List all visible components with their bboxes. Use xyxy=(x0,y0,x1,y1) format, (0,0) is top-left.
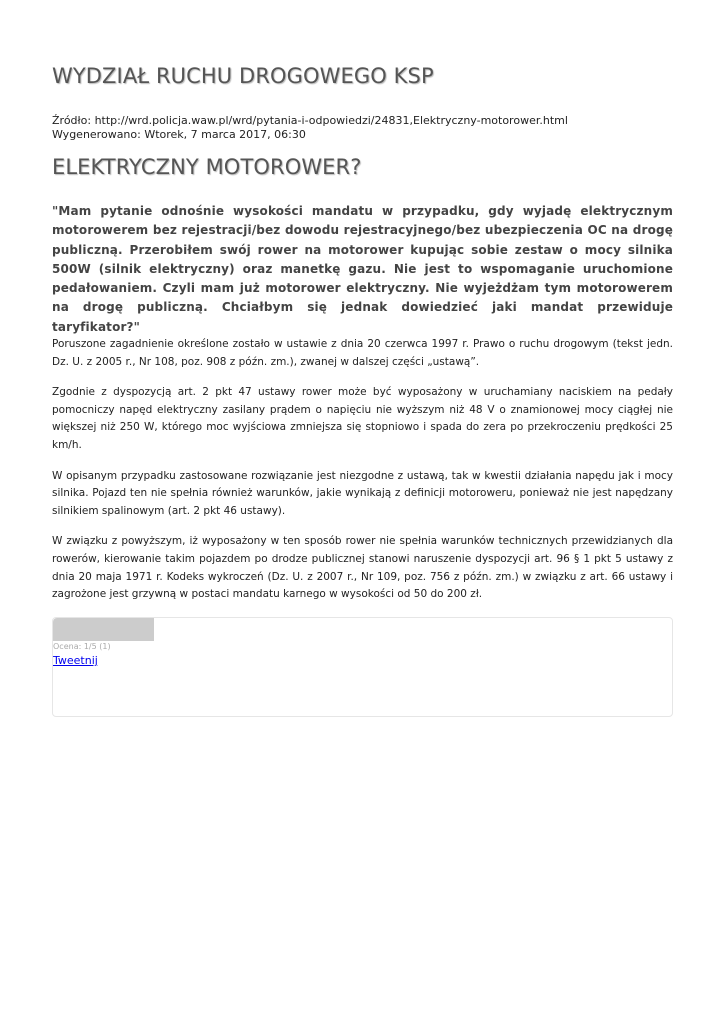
site-title: WYDZIAŁ RUCHU DROGOWEGO KSP xyxy=(52,64,434,88)
paragraph: Zgodnie z dyspozycją art. 2 pkt 47 ustawy rower może być wyposażony w uruchamiany naciskiem na pedały pomocniczy napęd elektryczny zasilany prądem o napięciu nie wyższym niż 48 V o znamionowej mocy ciągłej nie większej niż 250 W, którego moc wyjściowa zmniejsza się stopniowo i spada do zera po przekroczeniu prędkości 25 km/h. xyxy=(52,386,673,451)
rating-label: Ocena: 1/5 (1) xyxy=(53,642,111,651)
source-line: Źródło: http://wrd.policja.waw.pl/wrd/pytania-i-odpowiedzi/24831,Elektryczny-motorower.html xyxy=(52,114,568,127)
rating-box xyxy=(52,617,673,717)
generated-line: Wygenerowano: Wtorek, 7 marca 2017, 06:30 xyxy=(52,128,306,141)
question-text: "Mam pytanie odnośnie wysokości mandatu w przypadku, gdy wyjadę elektrycznym motorowerem bez rejestracji/bez dowodu rejestracyjnego/bez ubezpieczenia OC na drogę publiczną. Przerobiłem swój rower na motorower kupując sobie zestaw o mocy silnika 500W (silnik elektryczny) oraz manetkę gazu. Nie jest to wspomaganie uruchomione pedałowaniem. Czyli mam już motorower elektryczny. Nie wyjeżdżam tym motorowerem na drogę publiczną. Chciałbym się jednak dowiedzieć jaki mandat przewiduje taryfikator?" xyxy=(52,204,673,334)
article-title: ELEKTRYCZNY MOTOROWER? xyxy=(52,155,362,179)
paragraph: W związku z powyższym, iż wyposażony w ten sposób rower nie spełnia warunków technicznych przewidzianych dla rowerów, kierowanie takim pojazdem po drodze publicznej stanowi naruszenie dyspozycji art. 96 § 1 pkt 5 ustawy z dnia 20 maja 1971 r. Kodeks wykroczeń (Dz. U. z 2007 r., Nr 109, poz. 756 z późn. zm.) w związku z art. 66 ustawy i zagrożone jest grzywną w postaci mandatu karnego w wysokości od 50 do 200 zł. xyxy=(52,535,673,601)
paragraph: Poruszone zagadnienie określone zostało w ustawie z dnia 20 czerwca 1997 r. Prawo o ruchu drogowym (tekst jedn. Dz. U. z 2005 r., Nr 108, poz. 908 z późn. zm.), zwanej w dalszej części „ustawą”. xyxy=(52,338,673,368)
tweet-link[interactable]: Tweetnij xyxy=(53,654,98,667)
meta-info xyxy=(52,114,568,142)
article-body xyxy=(52,336,673,617)
paragraph: W opisanym przypadku zastosowane rozwiązanie jest niezgodne z ustawą, tak w kwestii działania napędu jak i mocy silnika. Pojazd ten nie spełnia również warunków, jakie wynikają z definicji motoroweru, ponieważ nie jest napędzany silnikiem spalinowym (art. 2 pkt 46 ustawy). xyxy=(52,469,673,517)
rating-stars-widget[interactable] xyxy=(53,618,154,641)
